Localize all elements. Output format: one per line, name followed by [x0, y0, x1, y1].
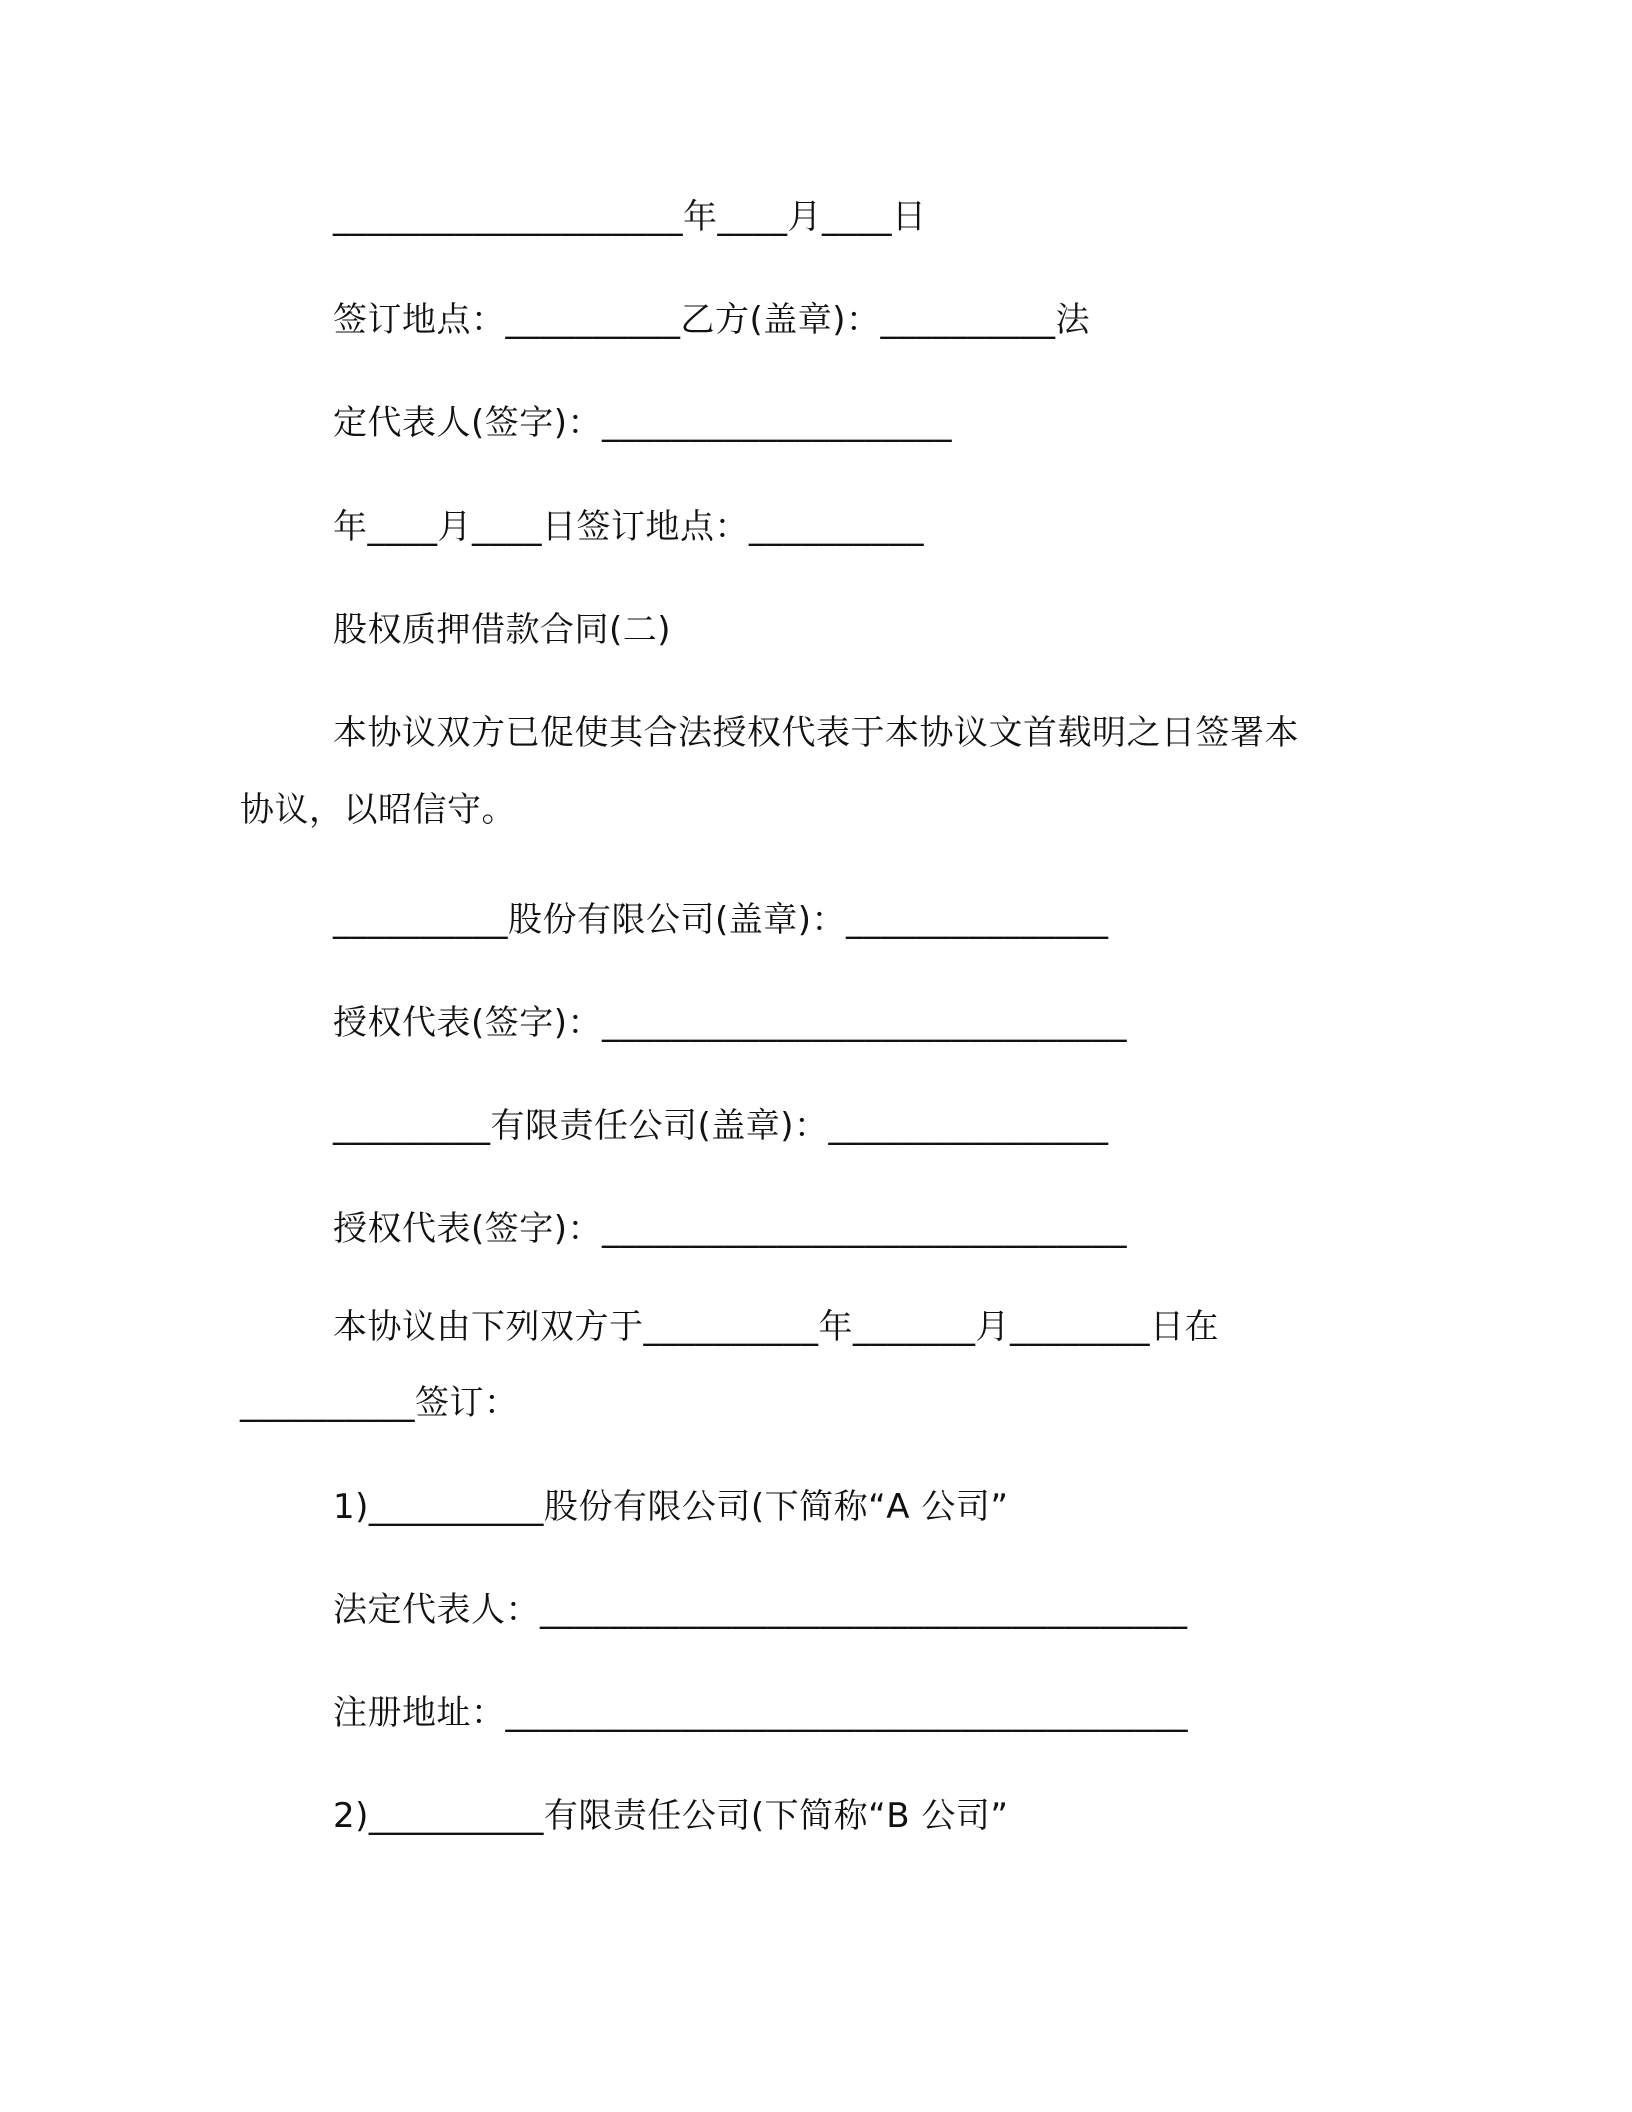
date-signing-place-line: 年____月____日签订地点：__________: [333, 507, 924, 547]
legal-rep-signature-line: 定代表人(签字)：____________________: [333, 403, 953, 443]
agreement-place-line: __________签订：: [240, 1383, 519, 1423]
company-b-seal-line: _________有限责任公司(盖章)：________________: [333, 1106, 1109, 1146]
agreement-date-line: 本协议由下列双方于__________年_______月________日在: [333, 1307, 1219, 1347]
authorized-rep-signature-line: 授权代表(签字)：______________________________: [333, 1003, 1128, 1043]
date-line: ____________________年____月____日: [333, 197, 927, 237]
paragraph-line-continued: 协议，以昭信守。: [240, 790, 516, 830]
paragraph-line: 本协议双方已促使其合法授权代表于本协议文首载明之日签署本: [333, 713, 1299, 753]
party-2-line: 2)__________有限责任公司(下简称“B 公司”: [333, 1796, 1009, 1836]
authorized-rep-signature-line: 授权代表(签字)：______________________________: [333, 1209, 1128, 1249]
company-a-seal-line: __________股份有限公司(盖章)：_______________: [333, 900, 1109, 940]
legal-representative-line: 法定代表人：_____________________________________: [333, 1590, 1188, 1630]
signing-place-party-b-line: 签订地点：__________乙方(盖章)：__________法: [333, 300, 1091, 340]
contract-title: 股权质押借款合同(二): [333, 610, 672, 650]
registered-address-line: 注册地址：_______________________________________: [333, 1693, 1188, 1733]
party-1-line: 1)__________股份有限公司(下简称“A 公司”: [333, 1487, 1009, 1527]
